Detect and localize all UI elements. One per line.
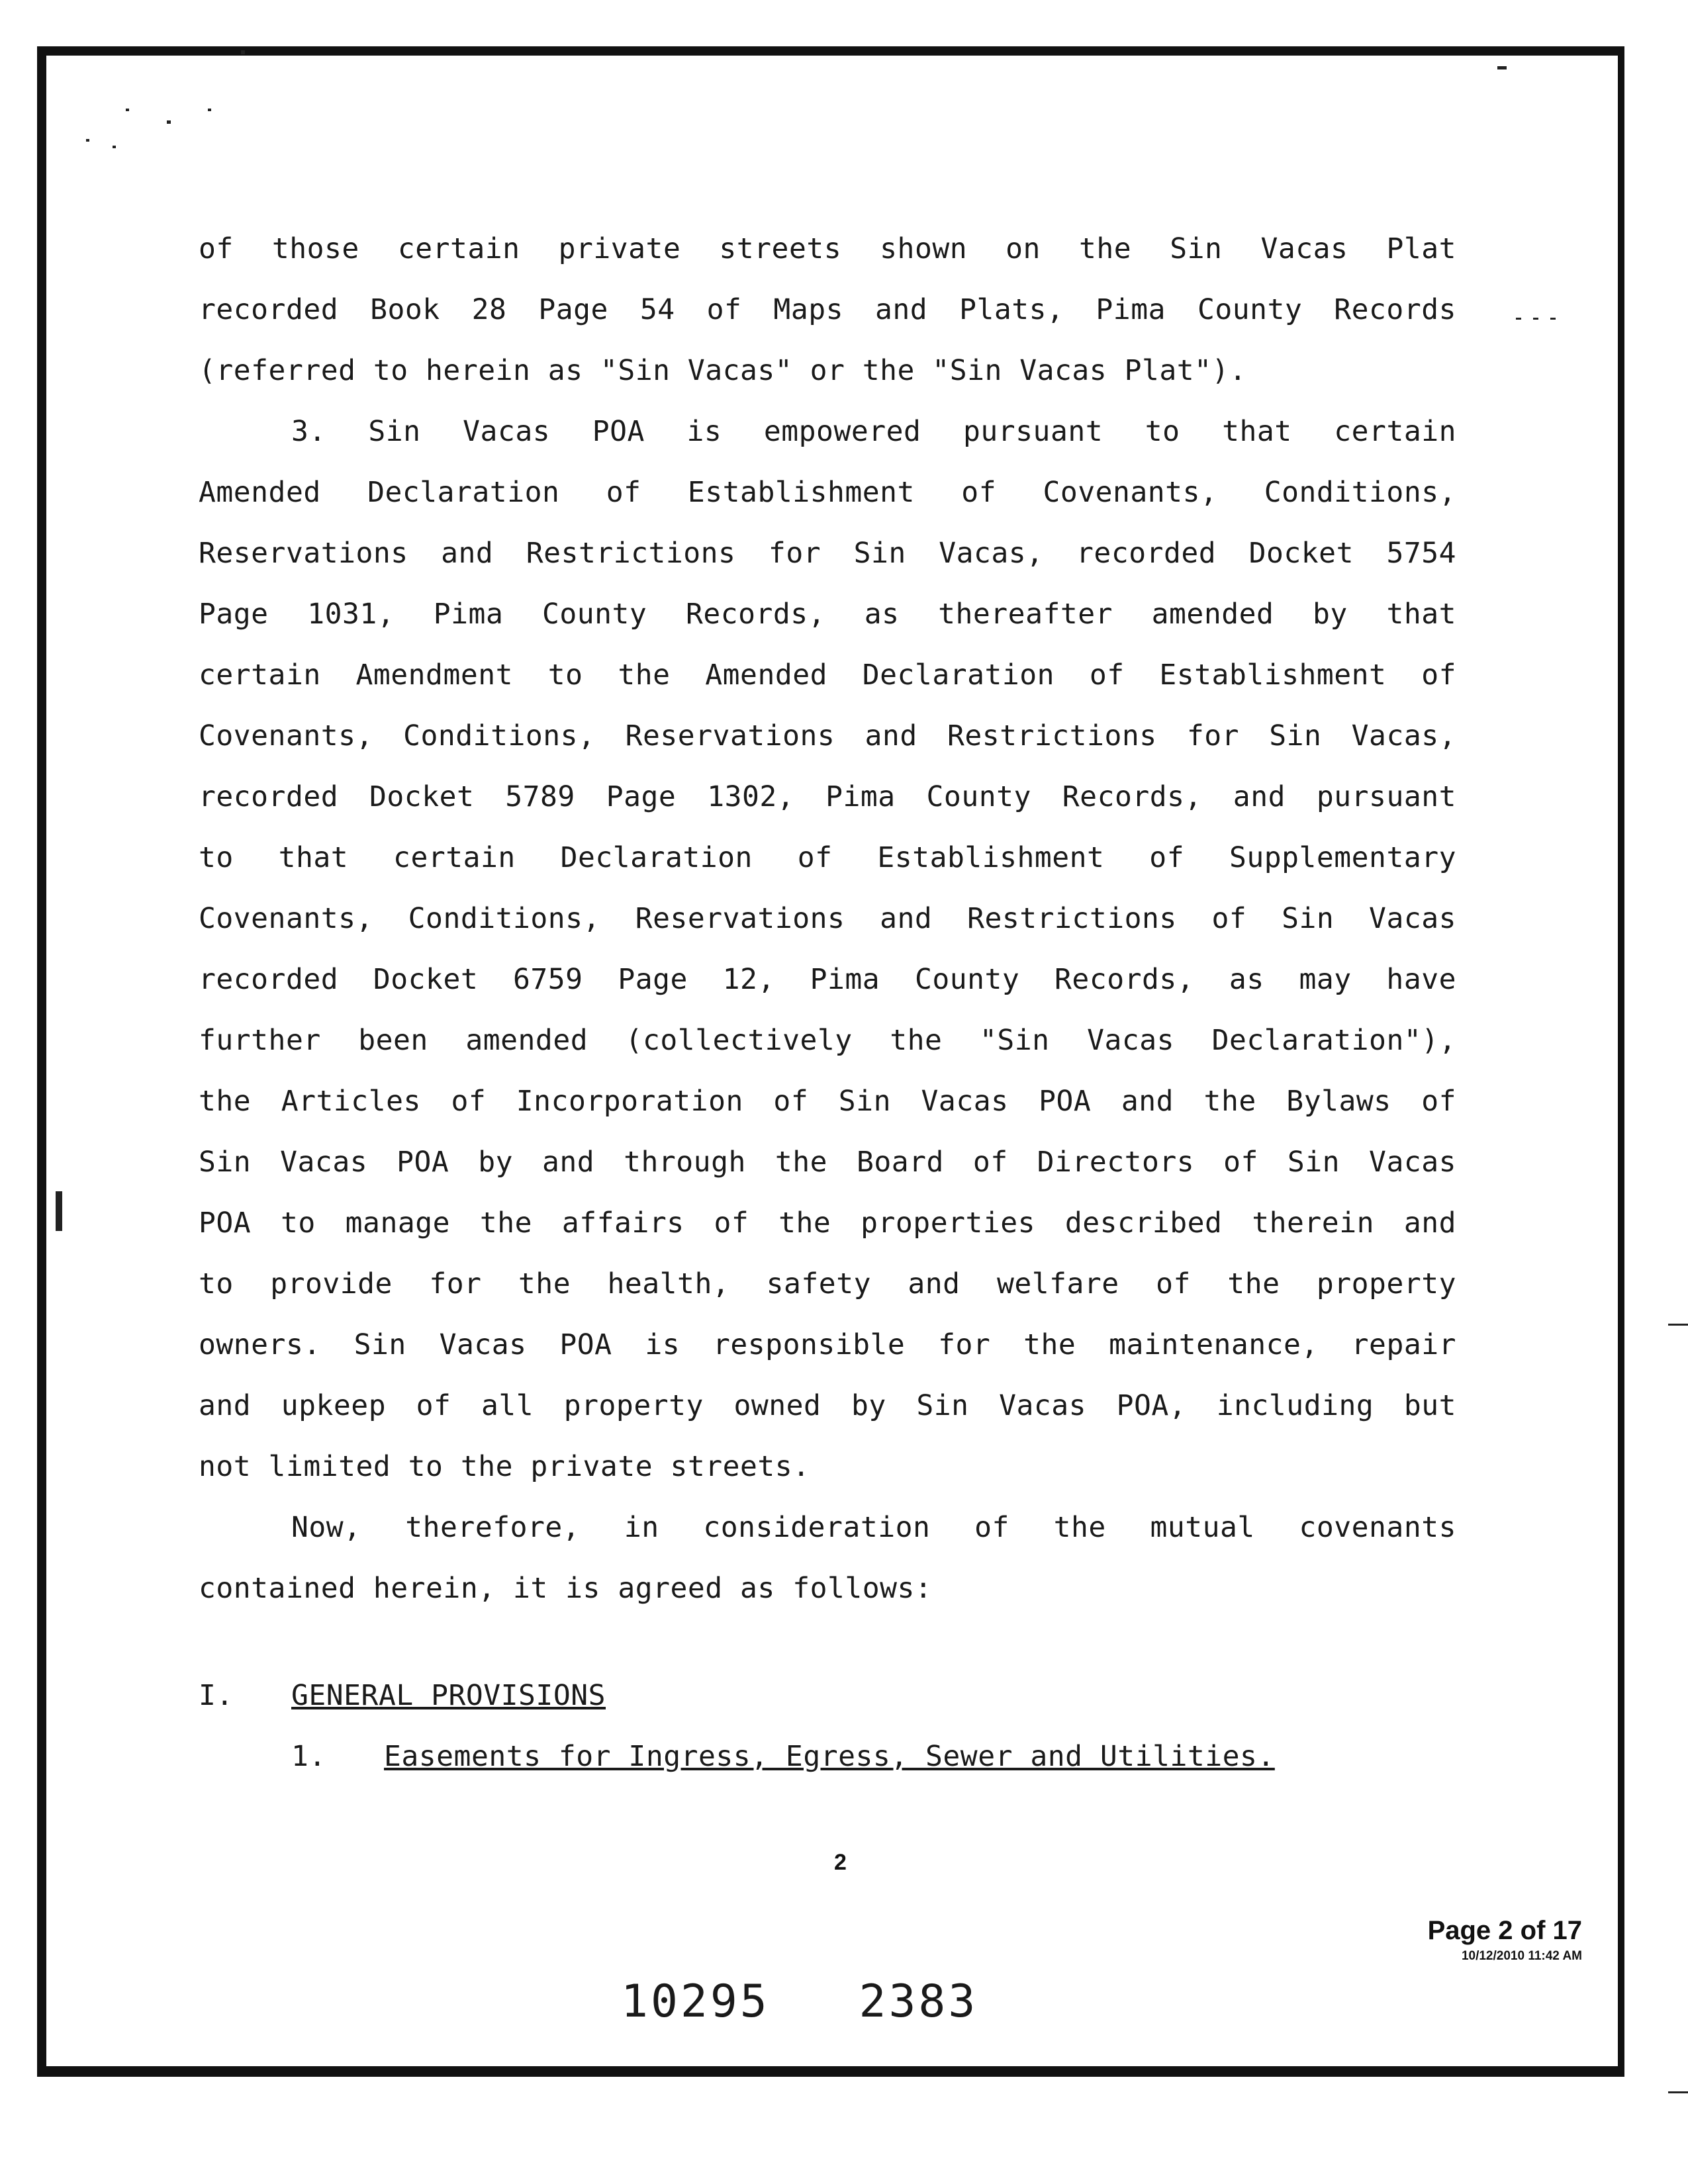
scan-speck <box>167 120 171 124</box>
text-line: Covenants, Conditions, Reservations and Restrictions of Sin Vacas <box>199 902 1456 935</box>
text-line: of those certain private streets shown on the Sin Vacas Plat <box>199 232 1456 265</box>
subsection-title: Easements for Ingress, Egress, Sewer and Utilities. <box>384 1740 1275 1773</box>
text-line: to provide for the health, safety and welfare of the property <box>199 1267 1456 1300</box>
section-title: GENERAL PROVISIONS <box>291 1679 606 1712</box>
scan-speck <box>56 1191 62 1231</box>
text-line: owners. Sin Vacas POA is responsible for the maintenance, repair <box>199 1328 1456 1361</box>
text-line: recorded Docket 5789 Page 1302, Pima County Records, and pursuant <box>199 780 1456 813</box>
text-line: contained herein, it is agreed as follows: <box>199 1572 933 1605</box>
scan-speck <box>1533 318 1538 320</box>
scan-speck <box>1497 66 1507 69</box>
text-line: recorded Docket 6759 Page 12, Pima County Records, as may have <box>199 963 1456 996</box>
text-line: 3. Sin Vacas POA is empowered pursuant to that certain <box>291 415 1456 448</box>
print-timestamp: 10/12/2010 11:42 AM <box>1461 1949 1582 1963</box>
scan-speck <box>113 146 116 148</box>
text-line: Reservations and Restrictions for Sin Vacas, recorded Docket 5754 <box>199 537 1456 570</box>
text-line: Now, therefore, in consideration of the mutual covenants <box>291 1511 1456 1544</box>
page-count-label: Page 2 of 17 <box>1427 1916 1582 1945</box>
scan-speck <box>208 109 211 111</box>
text-line: Covenants, Conditions, Reservations and Restrictions for Sin Vacas, <box>199 719 1456 752</box>
text-line: the Articles of Incorporation of Sin Vacas POA and the Bylaws of <box>199 1085 1456 1118</box>
page-number: 2 <box>834 1850 847 1875</box>
docket-stamp: 10295 2383 <box>621 1976 978 2028</box>
text-line: recorded Book 28 Page 54 of Maps and Plats, Pima County Records <box>199 293 1456 326</box>
text-line: (referred to herein as "Sin Vacas" or the "Sin Vacas Plat"). <box>199 354 1247 387</box>
section-heading <box>199 1665 1456 1726</box>
text-line: Page 1031, Pima County Records, as thereafter amended by that <box>199 598 1456 631</box>
text-line: Sin Vacas POA by and through the Board of Directors of Sin Vacas <box>199 1146 1456 1179</box>
text-line: further been amended (collectively the "Sin Vacas Declaration"), <box>199 1024 1456 1057</box>
text-line: POA to manage the affairs of the properties described therein and <box>199 1206 1456 1240</box>
text-line: Amended Declaration of Establishment of Covenants, Conditions, <box>199 476 1456 509</box>
scan-speck <box>126 109 129 111</box>
text-line: not limited to the private streets. <box>199 1450 810 1483</box>
text-line: to that certain Declaration of Establishment of Supplementary <box>199 841 1456 874</box>
text-line: and upkeep of all property owned by Sin Vacas POA, including but <box>199 1389 1456 1422</box>
scan-speck <box>86 139 89 142</box>
scan-speck <box>1550 318 1556 320</box>
document-body <box>199 218 1456 1787</box>
section-number: I. <box>199 1679 234 1712</box>
subsection-number: 1. <box>291 1740 326 1773</box>
subsection-heading <box>199 1726 1456 1787</box>
scan-speck <box>241 50 245 54</box>
scan-speck <box>1668 2091 1688 2093</box>
text-line: certain Amendment to the Amended Declaration of Establishment of <box>199 659 1456 692</box>
scan-speck <box>1516 318 1521 320</box>
scan-speck <box>1668 1324 1688 1326</box>
